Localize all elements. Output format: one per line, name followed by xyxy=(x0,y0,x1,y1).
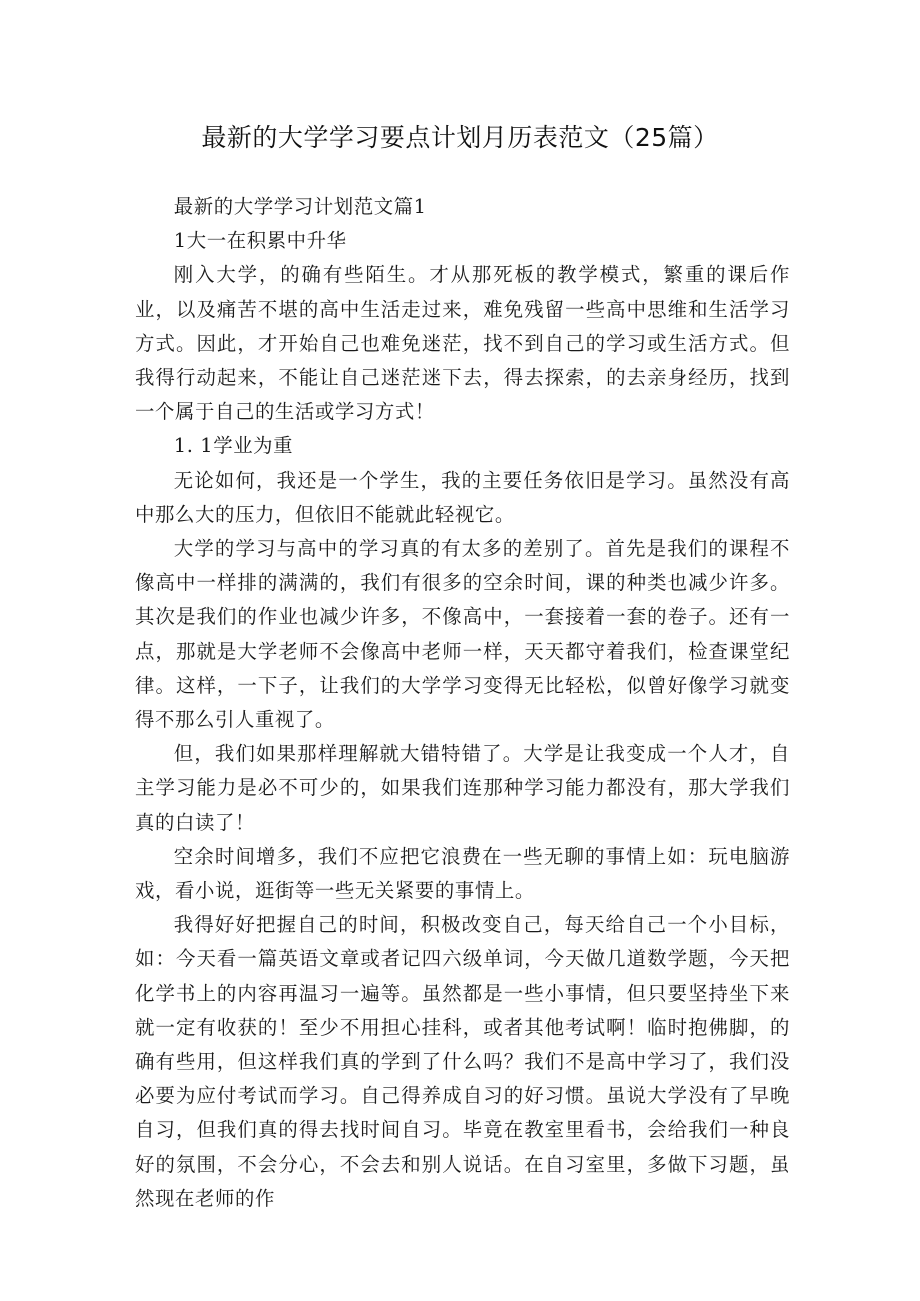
document-body xyxy=(135,190,790,1216)
section-heading: 最新的大学学习计划范文篇1 xyxy=(173,195,427,218)
subsection-heading: 1大一在积累中升华 xyxy=(173,229,347,253)
body-paragraph: 我得好好把握自己的时间，积极改变自己，每天给自己一个小目标，如：今天看一篇英语文章或者记四六级单词，今天做几道数学题，今天把化学书上的内容再温习一遍等。虽然都是一些小事情，但只要坚持坐下来就一定有收获的！至少不用担心挂科，或者其他考试啊！临时抱佛脚，的确有些用，但这样我们真的学到了什么吗？我们不是高中学习了，我们没必要为应付考试而学习。自己得养成自习的好习惯。虽说大学没有了早晚自习，但我们真的得去找时间自习。毕竟在教室里看书，会给我们一种良好的氛围，不会分心，不会去和别人说话。在自习室里，多做下习题，虽然现在老师的作 xyxy=(135,913,790,1210)
body-paragraph: 无论如何，我还是一个学生，我的主要任务依旧是学习。虽然没有高中那么大的压力，但依旧不能就此轻视它。 xyxy=(135,468,790,526)
body-paragraph: 但，我们如果那样理解就大错特错了。大学是让我变成一个人才，自主学习能力是必不可少的，如果我们连那种学习能力都没有，那大学我们真的白读了！ xyxy=(135,742,790,834)
body-paragraph: 刚入大学，的确有些陌生。才从那死板的教学模式，繁重的课后作业，以及痛苦不堪的高中生活走过来，难免残留一些高中思维和生活学习方式。因此，才开始自己也难免迷茫，找不到自己的学习或生活方式。但我得行动起来，不能让自己迷茫迷下去，得去探索，的去亲身经历，找到一个属于自己的生活或学习方式！ xyxy=(135,263,790,424)
body-paragraph: 大学的学习与高中的学习真的有太多的差别了。首先是我们的课程不像高中一样排的满满的，我们有很多的空余时间，课的种类也减少许多。其次是我们的作业也减少许多，不像高中，一套接着一套的卷子。还有一点，那就是大学老师不会像高中老师一样，天天都守着我们，检查课堂纪律。这样，一下子，让我们的大学学习变得无比轻松，似曾好像学习就变得不那么引人重视了。 xyxy=(135,537,790,732)
body-paragraph: 空余时间增多，我们不应把它浪费在一些无聊的事情上如：玩电脑游戏，看小说，逛街等一些无关紧要的事情上。 xyxy=(135,844,790,903)
subsection-heading: 1. 1学业为重 xyxy=(173,434,294,458)
document-title: 最新的大学学习要点计划月历表范文（25篇） xyxy=(201,123,719,152)
